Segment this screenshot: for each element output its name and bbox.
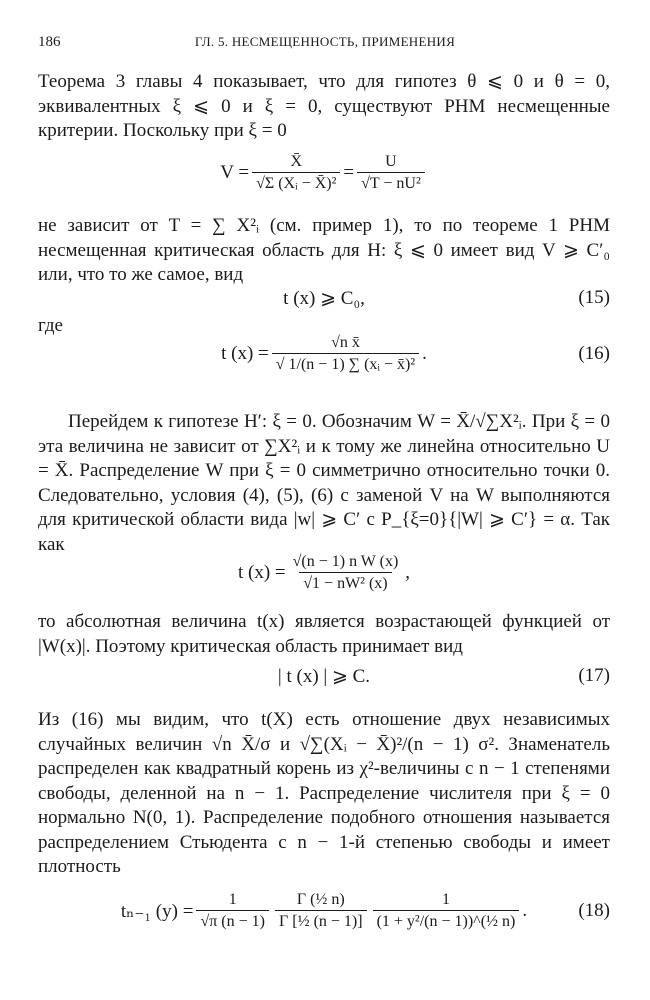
fraction: [272, 334, 419, 374]
fraction: [252, 153, 340, 193]
paragraph-text: где: [38, 315, 63, 336]
equation-t: [38, 548, 610, 598]
fraction: [289, 553, 403, 593]
paragraph-text: Из (16) мы видим, что t(X) есть отношение двух независимых случайных величин √n X̄/σ и √∑(Xᵢ − X̄)²/(n − 1) σ². Знаменатель распределен как квадратный корень из χ²-величины с n − 1 степенями свободы, деленной на n − 1. Распределение числителя при ξ = 0 нормально N(0, 1). Распределение подобного отношения называется распределением Стьюдента с n − 1-й степенью свободы и имеет плотность: [38, 709, 610, 877]
fraction: [196, 891, 269, 931]
paragraph-student: [38, 708, 610, 880]
equation-v: [38, 148, 610, 198]
equation-17: [38, 660, 610, 692]
paragraph-hypothesis: [38, 410, 610, 557]
eq-tail: .: [522, 900, 528, 921]
denominator: √1 − nW² (x): [299, 572, 391, 593]
running-header: [38, 34, 612, 56]
denominator: √ 1/(n − 1) ∑ (xᵢ − x̄)²: [272, 353, 419, 374]
paragraph-text: Теорема 3 главы 4 показывает, что для гипотез θ ⩽ 0 и θ = 0, эквивалентных ξ ⩽ 0 и ξ = 0, существуют РНМ несмещенные критерии. Поскольку при ξ = 0: [38, 71, 610, 141]
numerator: X̄: [290, 153, 303, 170]
numerator: √(n − 1) n W (x): [292, 553, 399, 570]
chapter-title: ГЛ. 5. НЕСМЕЩЕННОСТЬ, ПРИМЕНЕНИЯ: [194, 34, 456, 49]
paragraph-text: не зависит от T = ∑ X²ᵢ (см. пример 1), то по теореме 1 РНМ несмещенная критическая область для H: ξ ⩽ 0 имеет вид V ⩾ C′₀ или, что то же самое, вид: [38, 215, 610, 285]
fraction: [373, 891, 520, 931]
numerator: 1: [228, 891, 237, 908]
eq-lhs: t (x) =: [221, 343, 269, 364]
eq-lhs: V =: [220, 162, 250, 183]
denominator: Γ [½ (n − 1)]: [275, 910, 367, 931]
denominator: (1 + y²/(n − 1))^(½ n): [373, 910, 520, 931]
denominator: √Σ (Xᵢ − X̄)²: [252, 172, 340, 193]
paragraph-text: то абсолютная величина t(x) является возрастающей функцией от |W(x)|. Поэтому критическая область принимает вид: [38, 611, 610, 657]
fraction: [275, 891, 367, 931]
paragraph-text: Перейдем к гипотезе H′: ξ = 0. Обозначим W = X̄/√∑X²ᵢ. При ξ = 0 эта величина не зависит от ∑X²ᵢ и к тому же линейна относительно U = X̄. Распределение W при ξ = 0 симметрично относительно точки 0. Следовательно, условия (4), (5), (6) с заменой V на W выполняются для критической области вида |w| ⩾ C′ с P_{ξ=0}{|W| ⩾ C′} = α. Так как: [38, 411, 610, 555]
equation-number: (17): [578, 665, 610, 686]
paragraph-critical-region: [38, 214, 610, 288]
equation-number: (16): [578, 343, 610, 364]
equation-18: [38, 876, 610, 946]
equation-15: [38, 282, 610, 314]
paragraph-theorem: [38, 70, 610, 144]
page-number: 186: [38, 34, 61, 50]
paragraph-absolute: [38, 610, 610, 659]
eq-expr: t (x) ⩾ C₀,: [283, 287, 365, 309]
equation-number: (18): [578, 900, 610, 921]
equation-16: [38, 326, 610, 382]
denominator: √T − nU²: [357, 172, 425, 193]
eq-lhs: tₙ₋₁ (y) =: [120, 900, 194, 922]
eq-expr: | t (x) | ⩾ C.: [277, 665, 371, 687]
eq-tail: ,: [405, 562, 411, 583]
eq-sign: =: [343, 162, 355, 183]
numerator: Γ (½ n): [296, 891, 345, 908]
fraction: [357, 153, 425, 193]
eq-tail: .: [422, 343, 427, 364]
numerator: U: [385, 153, 397, 170]
eq-lhs: t (x) =: [237, 562, 286, 583]
numerator: √n x̄: [331, 334, 360, 351]
equation-number: (15): [578, 287, 610, 308]
numerator: 1: [441, 891, 450, 908]
denominator: √π (n − 1): [196, 910, 269, 931]
